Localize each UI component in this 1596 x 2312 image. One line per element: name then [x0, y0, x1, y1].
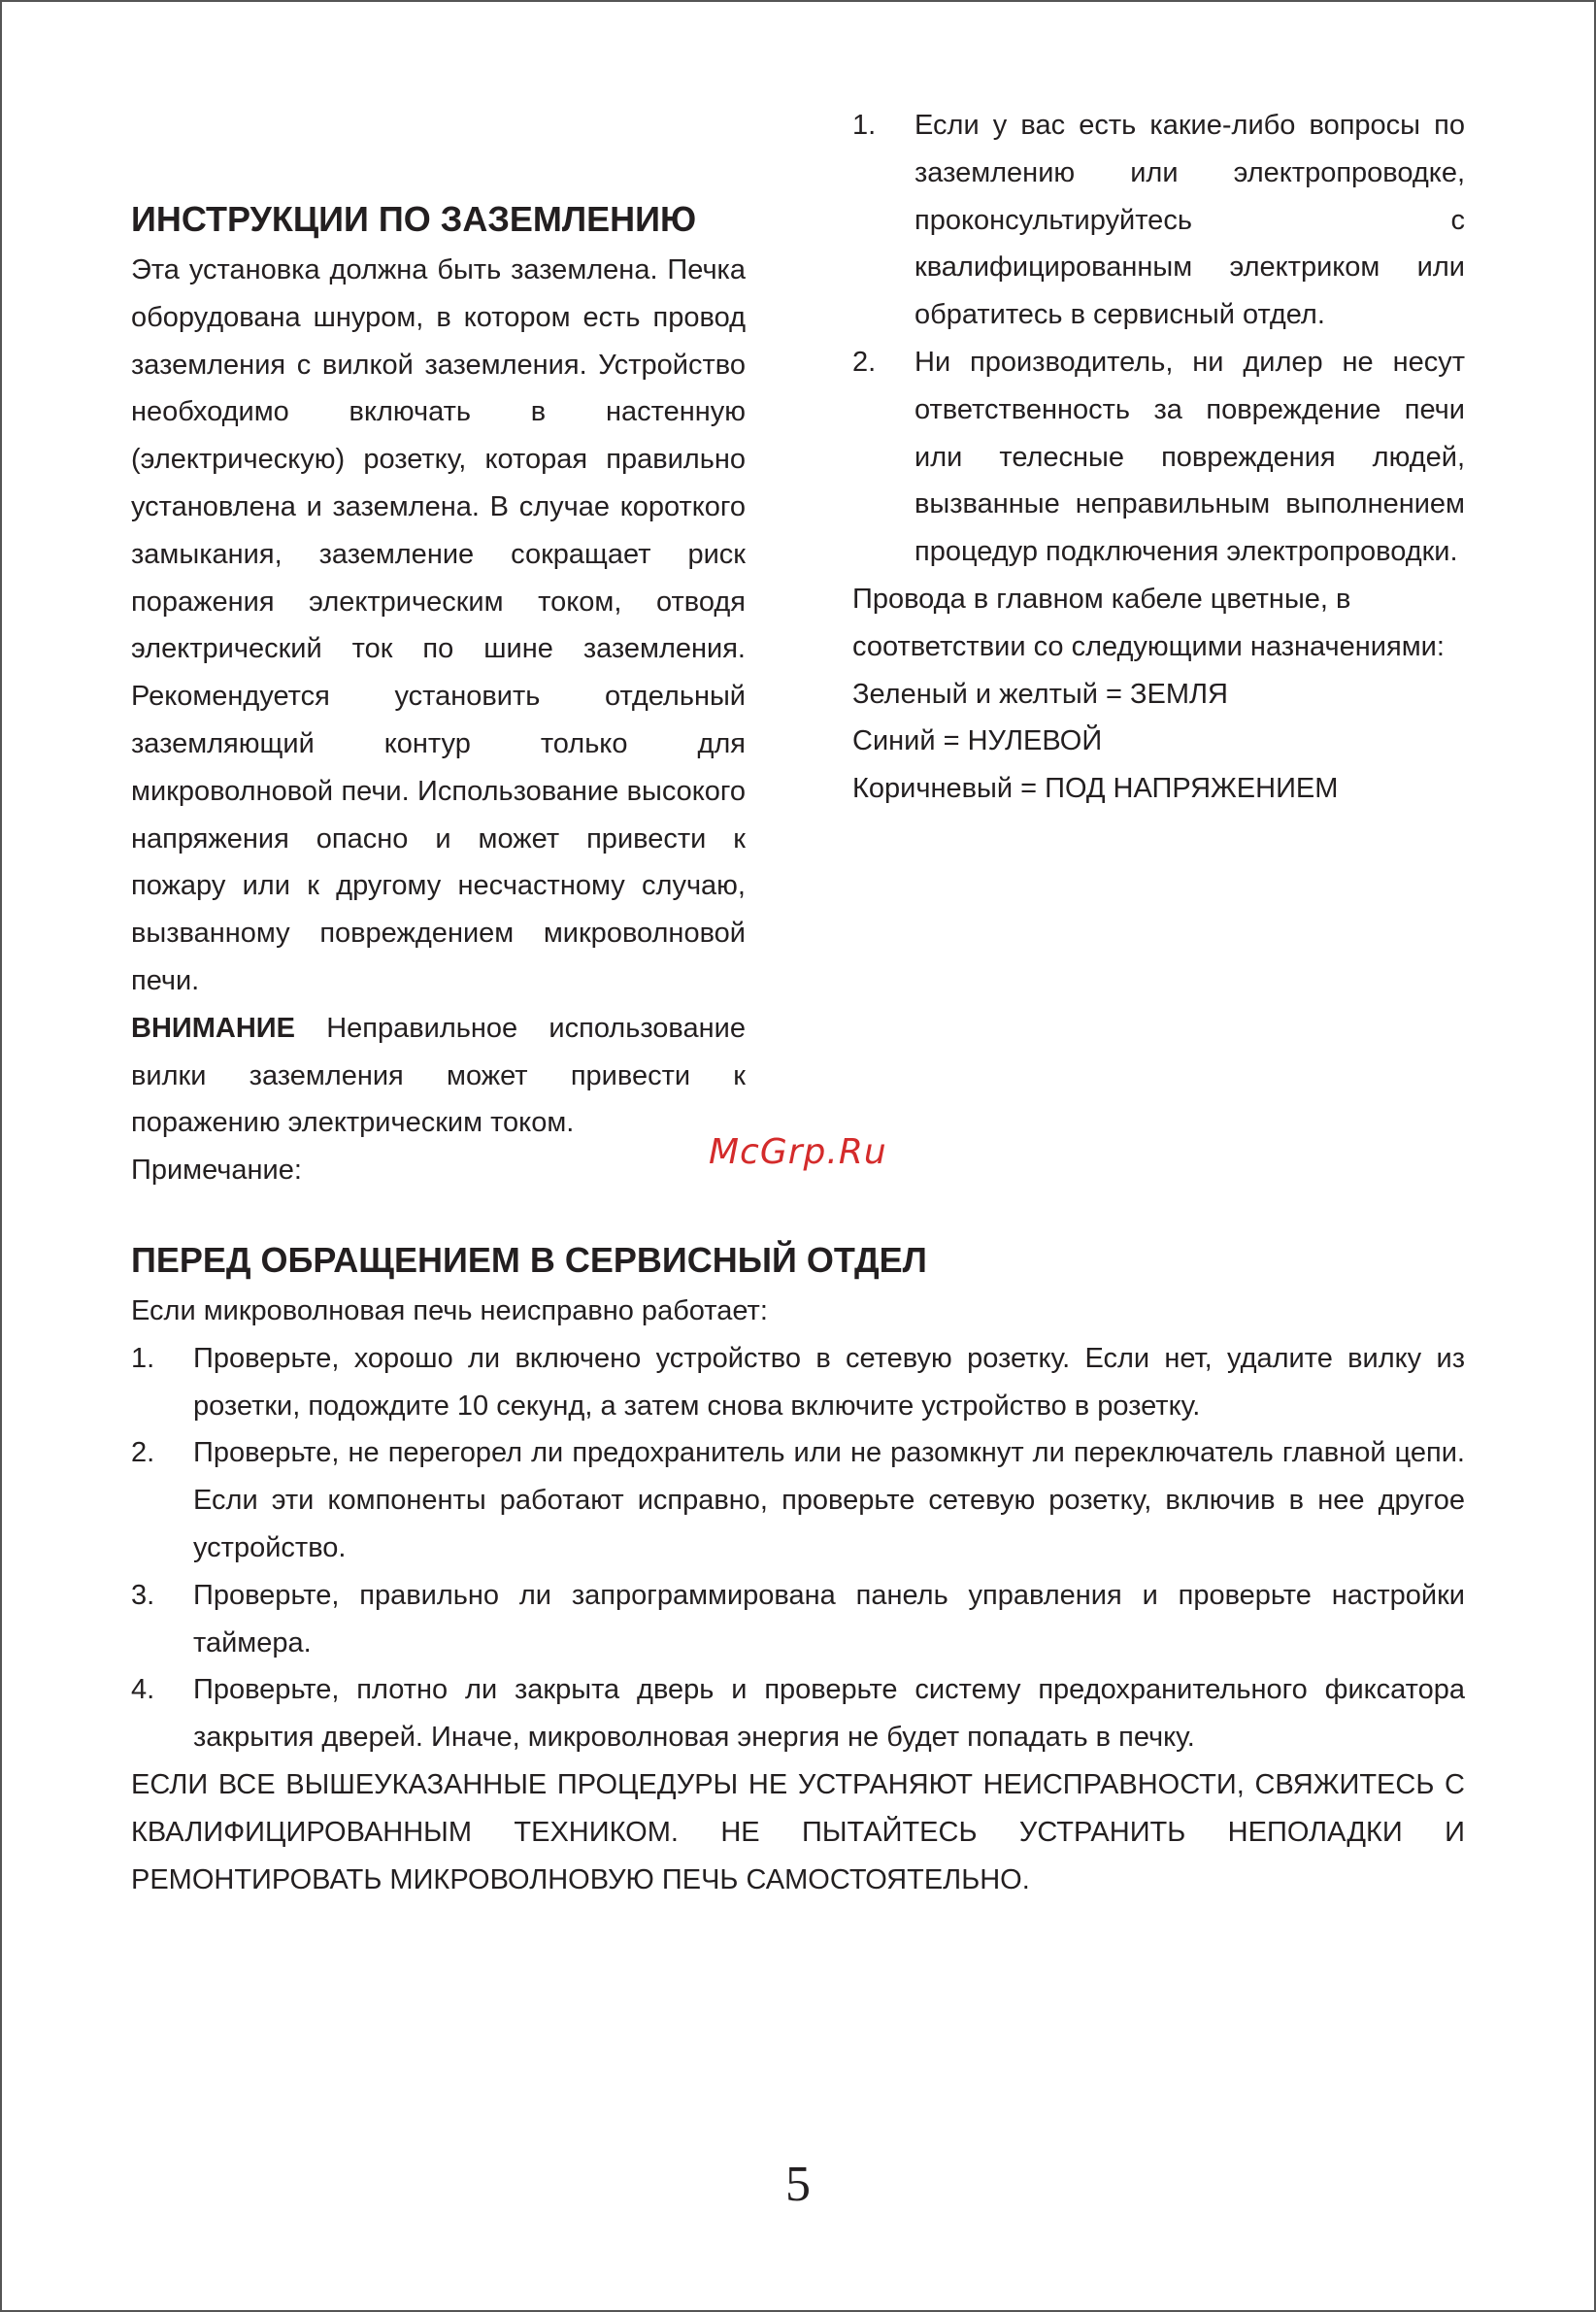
watermark: McGrp.Ru: [709, 1132, 887, 1172]
list-number: 3.: [131, 1579, 155, 1611]
list-number: 1.: [131, 1342, 155, 1374]
service-section: [131, 1233, 1465, 1903]
list-item: [852, 339, 1465, 576]
list-number: 2.: [852, 346, 877, 378]
page-number: 5: [785, 2157, 811, 2212]
list-number: 4.: [131, 1674, 155, 1706]
list-number: 2.: [131, 1437, 155, 1469]
warning-text: Неправильное использование вилки заземления может привести к поражению электрическим током.: [131, 1012, 746, 1139]
service-heading: ПЕРЕД ОБРАЩЕНИЕМ В СЕРВИСНЫЙ ОТДЕЛ: [131, 1240, 927, 1280]
list-text: Проверьте, правильно ли запрограммирована панель управления и проверьте настройки таймера.: [193, 1579, 1465, 1659]
wire-line-neutral: Синий = НУЛЕВОЙ: [852, 725, 1103, 757]
list-text: Если у вас есть какие-либо вопросы по заземлению или электропроводке, проконсультируйтесь с квалифицированным электриком или обратитесь в сервисный отдел.: [914, 110, 1465, 331]
warning-label: ВНИМАНИЕ: [131, 1012, 295, 1044]
list-text: Проверьте, не перегорел ли предохранитель или не разомкнут ли переключатель главной цепи. Если эти компоненты работают исправно, проверьте сетевую розетку, включив в нее другое устройство.: [193, 1437, 1465, 1563]
grounding-warning: [131, 1005, 746, 1147]
list-number: 1.: [852, 110, 877, 141]
grounding-paragraph: Эта установка должна быть заземлена. Печка оборудована шнуром, в котором есть провод заземления с вилкой заземления. Устройство необходимо включать в настенную (электрическую) розетку, которая правильно установлена и заземлена. В случае короткого замыкания, заземление сокращает риск поражения электрическим током, отводя электрический ток по шине заземления. Рекомендуется установить отдельный заземляющий контур только для микроволновой печи. Использование высокого напряжения опасно и может привести к пожару или к другому несчастному случаю, вызванному повреждением микроволновой печи.: [131, 254, 746, 996]
wires-intro: Провода в главном кабеле цветные, в соответствии со следующими назначениями:: [852, 583, 1445, 662]
list-item: [131, 1335, 1465, 1430]
grounding-note: Примечание:: [131, 1155, 302, 1187]
final-warning: ЕСЛИ ВСЕ ВЫШЕУКАЗАННЫЕ ПРОЦЕДУРЫ НЕ УСТРАНЯЮТ НЕИСПРАВНОСТИ, СВЯЖИТЕСЬ С КВАЛИФИЦИРОВАННЫМ ТЕХНИКОМ. НЕ ПЫТАЙТЕСЬ УСТРАНИТЬ НЕПОЛАДКИ И РЕМОНТИРОВАТЬ МИКРОВОЛНОВУЮ ПЕЧЬ САМОСТОЯТЕЛЬНО.: [131, 1768, 1465, 1895]
list-item: [131, 1429, 1465, 1571]
notes-section: [852, 102, 1465, 813]
wire-line-live: Коричневый = ПОД НАПРЯЖЕНИЕМ: [852, 773, 1339, 805]
service-intro: Если микроволновая печь неисправно работает:: [131, 1295, 768, 1326]
grounding-section: [131, 192, 746, 1194]
list-text: Ни производитель, ни дилер не несут ответственность за повреждение печи или телесные повреждения людей, вызванные неправильным выполнением процедур подключения электропроводки.: [914, 346, 1465, 568]
list-text: Проверьте, хорошо ли включено устройство в сетевую розетку. Если нет, удалите вилку из розетки, подождите 10 секунд, а затем снова включите устройство в розетку.: [193, 1342, 1465, 1422]
list-item: [131, 1572, 1465, 1667]
list-text: Проверьте, плотно ли закрыта дверь и проверьте систему предохранительного фиксатора закрытия дверей. Иначе, микроволновая энергия не будет попадать в печку.: [193, 1674, 1465, 1754]
list-item: [852, 102, 1465, 339]
wire-line-ground: Зеленый и желтый = ЗЕМЛЯ: [852, 678, 1228, 710]
list-item: [131, 1666, 1465, 1761]
grounding-heading: ИНСТРУКЦИИ ПО ЗАЗЕМЛЕНИЮ: [131, 199, 697, 239]
